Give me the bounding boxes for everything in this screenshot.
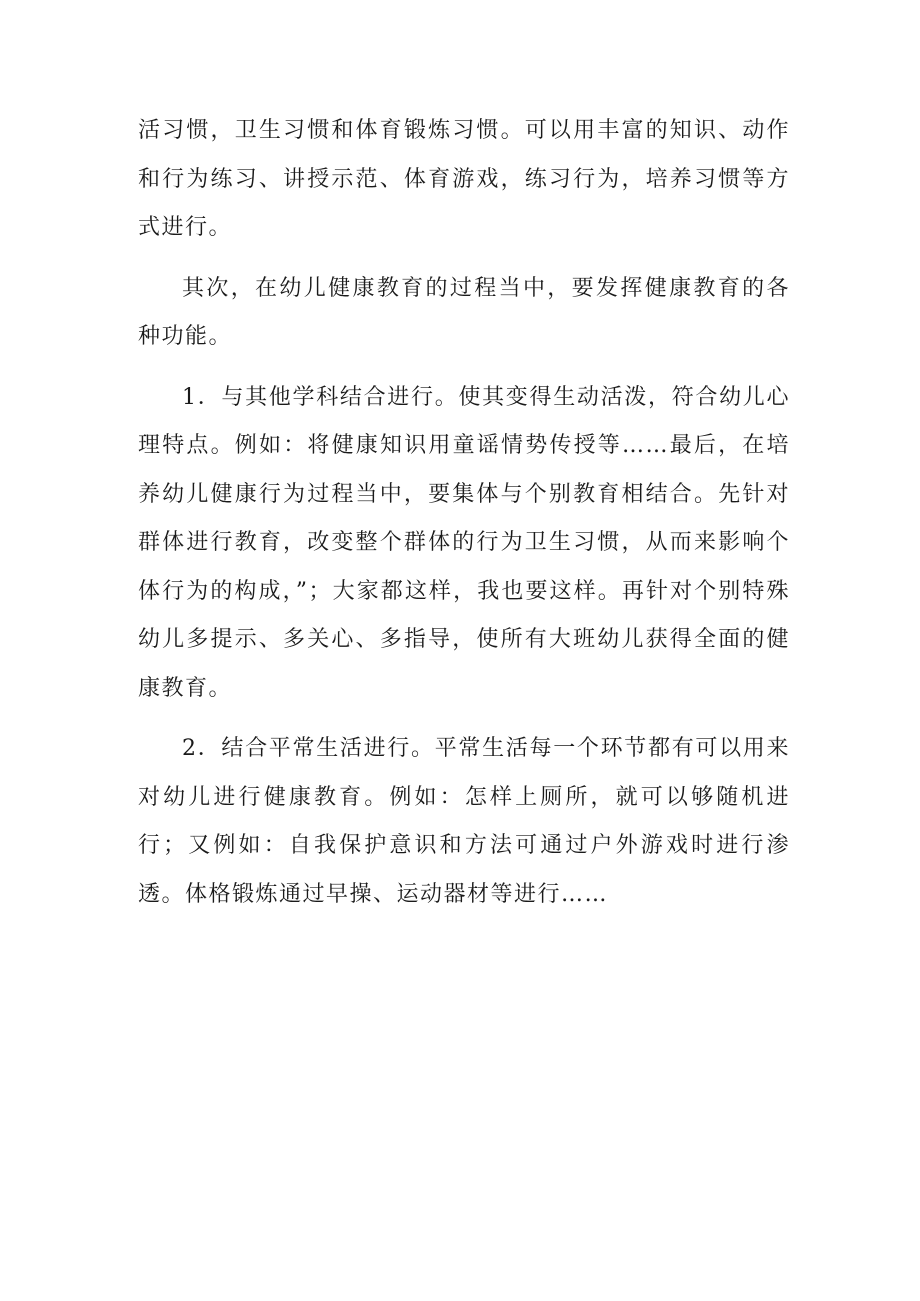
document-body: [138, 107, 790, 931]
paragraph-item-2: 2．结合平常生活进行。平常生活每一个环节都有可以用来对幼儿进行健康教育。例如：怎样上厕所，就可以够随机进行；又例如：自我保护意识和方法可通过户外游戏时进行渗透。体格锻炼通过早操、运动器材等进行……: [138, 736, 790, 907]
paragraph-continuation: 活习惯，卫生习惯和体育锻炼习惯。可以用丰富的知识、动作和行为练习、讲授示范、体育游戏，练习行为，培养习惯等方式进行。: [138, 118, 790, 240]
paragraph-functions: 其次，在幼儿健康教育的过程当中，要发挥健康教育的各种功能。: [138, 275, 790, 349]
paragraph-item-1: 1．与其他学科结合进行。使其变得生动活泼，符合幼儿心理特点。例如：将健康知识用童谣情势传授等……最后，在培养幼儿健康行为过程当中，要集体与个别教育相结合。先针对群体进行教育，改变整个群体的行为卫生习惯，从而来影响个体行为的构成，”；大家都这样，我也要这样。再针对个别特殊幼儿多提示、多关心、多指导，使所有大班幼儿获得全面的健康教育。: [138, 384, 790, 701]
